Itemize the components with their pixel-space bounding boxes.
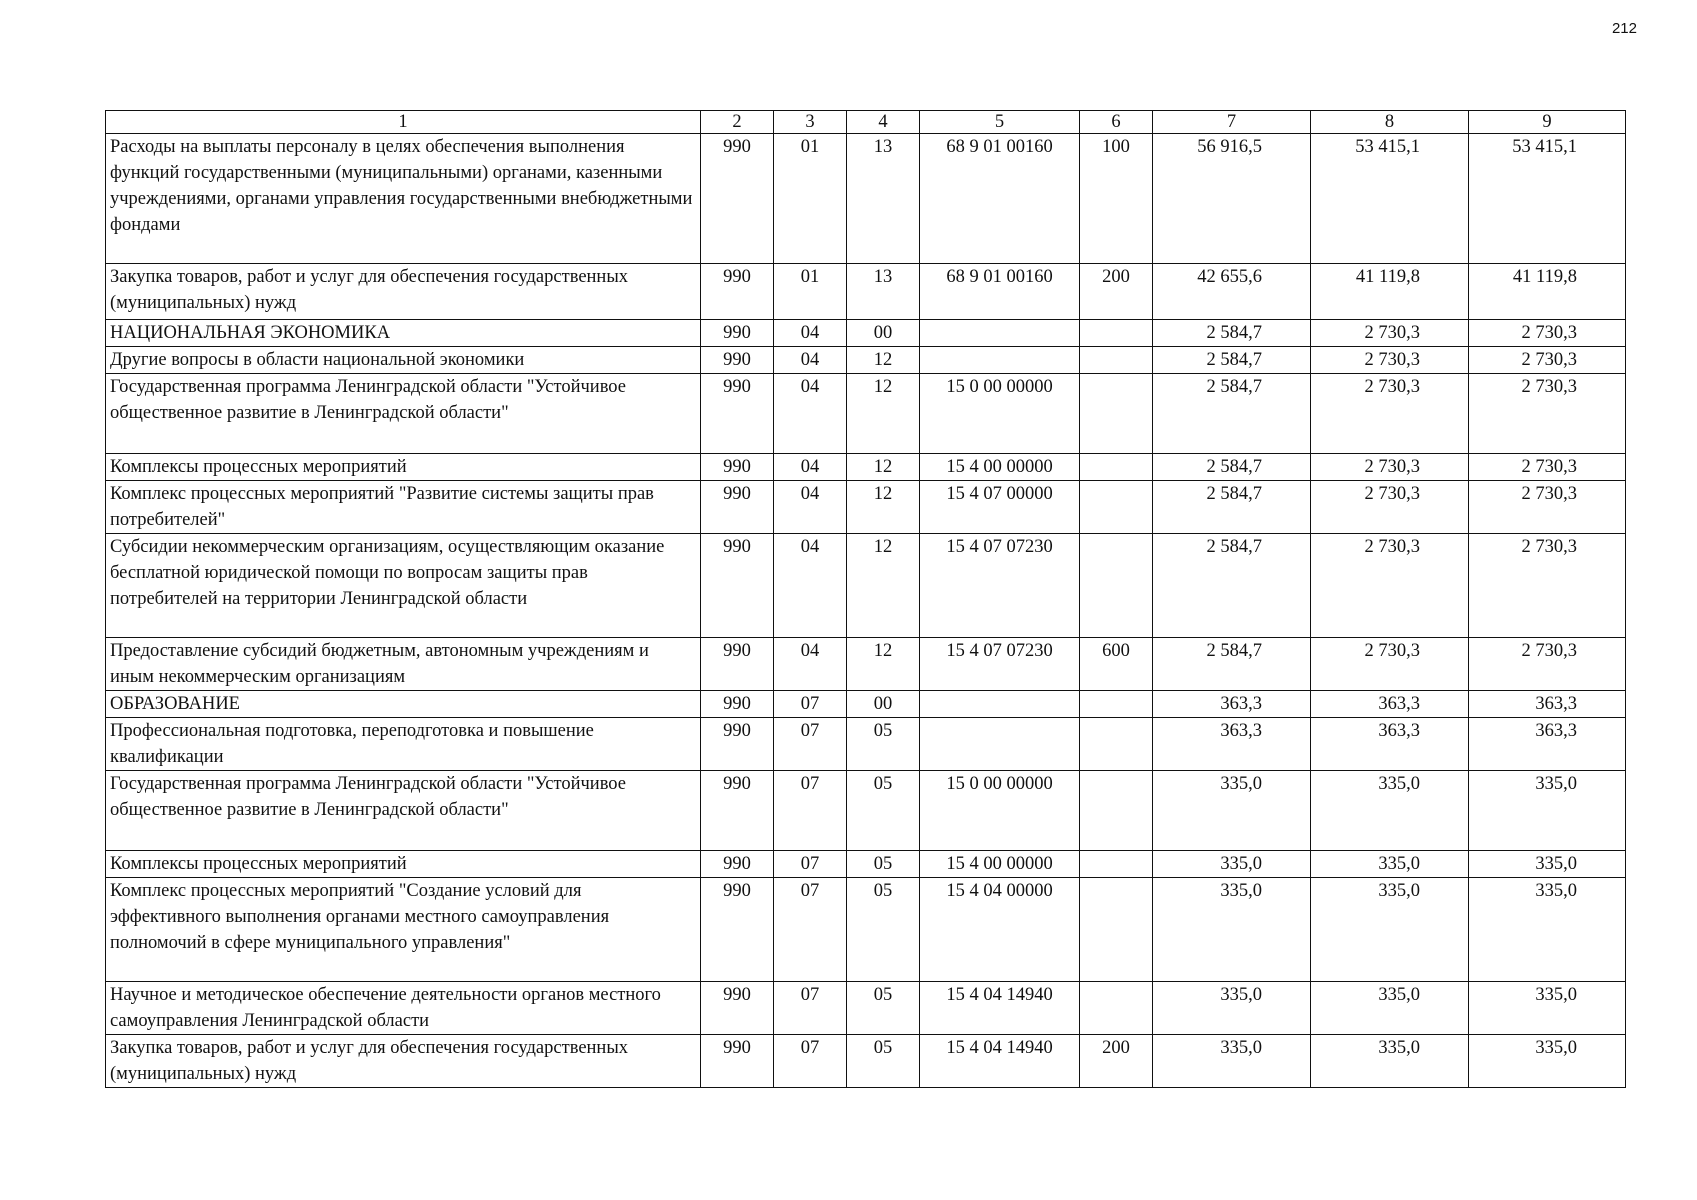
cell-target-article: 15 4 00 00000 bbox=[920, 454, 1080, 481]
cell-amount-year2: 2 730,3 bbox=[1311, 347, 1469, 374]
cell-gr-code: 990 bbox=[701, 454, 774, 481]
cell-amount-year2: 335,0 bbox=[1311, 878, 1469, 982]
table-row bbox=[106, 691, 1626, 718]
cell-expense-type: 100 bbox=[1080, 134, 1153, 264]
cell-item-name: Другие вопросы в области национальной экономики bbox=[106, 347, 701, 374]
cell-section: 01 bbox=[774, 134, 847, 264]
cell-amount-year1: 2 584,7 bbox=[1153, 374, 1311, 454]
cell-amount-year3: 363,3 bbox=[1469, 718, 1626, 771]
cell-amount-year2: 53 415,1 bbox=[1311, 134, 1469, 264]
cell-amount-year1: 335,0 bbox=[1153, 878, 1311, 982]
cell-subsection: 05 bbox=[847, 1035, 920, 1088]
cell-amount-year3: 2 730,3 bbox=[1469, 320, 1626, 347]
cell-gr-code: 990 bbox=[701, 481, 774, 534]
cell-amount-year2: 335,0 bbox=[1311, 982, 1469, 1035]
cell-item-name: Профессиональная подготовка, переподготовка и повышение квалификации bbox=[106, 718, 701, 771]
cell-subsection: 13 bbox=[847, 264, 920, 320]
cell-gr-code: 990 bbox=[701, 320, 774, 347]
cell-amount-year1: 363,3 bbox=[1153, 691, 1311, 718]
cell-amount-year2: 41 119,8 bbox=[1311, 264, 1469, 320]
cell-gr-code: 990 bbox=[701, 374, 774, 454]
cell-item-name: Государственная программа Ленинградской области "Устойчивое общественное развитие в Ленинградской области" bbox=[106, 374, 701, 454]
cell-amount-year2: 363,3 bbox=[1311, 718, 1469, 771]
table-row bbox=[106, 638, 1626, 691]
table-row bbox=[106, 134, 1626, 264]
cell-subsection: 05 bbox=[847, 771, 920, 851]
cell-expense-type bbox=[1080, 691, 1153, 718]
table-row bbox=[106, 320, 1626, 347]
table-row bbox=[106, 771, 1626, 851]
cell-gr-code: 990 bbox=[701, 771, 774, 851]
cell-section: 04 bbox=[774, 454, 847, 481]
cell-expense-type: 200 bbox=[1080, 264, 1153, 320]
cell-amount-year1: 335,0 bbox=[1153, 851, 1311, 878]
cell-subsection: 12 bbox=[847, 481, 920, 534]
cell-section: 07 bbox=[774, 851, 847, 878]
cell-subsection: 12 bbox=[847, 638, 920, 691]
cell-section: 07 bbox=[774, 771, 847, 851]
cell-subsection: 00 bbox=[847, 691, 920, 718]
cell-subsection: 00 bbox=[847, 320, 920, 347]
cell-amount-year3: 2 730,3 bbox=[1469, 481, 1626, 534]
column-header: 2 bbox=[701, 111, 774, 134]
cell-subsection: 05 bbox=[847, 982, 920, 1035]
cell-section: 07 bbox=[774, 691, 847, 718]
cell-item-name: Закупка товаров, работ и услуг для обеспечения государственных (муниципальных) нужд bbox=[106, 264, 701, 320]
cell-target-article bbox=[920, 718, 1080, 771]
cell-amount-year1: 335,0 bbox=[1153, 982, 1311, 1035]
cell-target-article bbox=[920, 691, 1080, 718]
cell-amount-year3: 335,0 bbox=[1469, 851, 1626, 878]
cell-amount-year1: 2 584,7 bbox=[1153, 534, 1311, 638]
cell-amount-year3: 2 730,3 bbox=[1469, 374, 1626, 454]
cell-item-name: Научное и методическое обеспечение деятельности органов местного самоуправления Ленинградской области bbox=[106, 982, 701, 1035]
cell-target-article: 15 4 04 14940 bbox=[920, 982, 1080, 1035]
table-row bbox=[106, 347, 1626, 374]
table-row bbox=[106, 878, 1626, 982]
cell-section: 04 bbox=[774, 320, 847, 347]
cell-amount-year1: 2 584,7 bbox=[1153, 347, 1311, 374]
cell-item-name: Комплексы процессных мероприятий bbox=[106, 454, 701, 481]
cell-amount-year1: 2 584,7 bbox=[1153, 638, 1311, 691]
cell-target-article: 15 0 00 00000 bbox=[920, 771, 1080, 851]
cell-amount-year1: 363,3 bbox=[1153, 718, 1311, 771]
cell-amount-year2: 363,3 bbox=[1311, 691, 1469, 718]
cell-amount-year3: 53 415,1 bbox=[1469, 134, 1626, 264]
cell-gr-code: 990 bbox=[701, 134, 774, 264]
cell-amount-year2: 2 730,3 bbox=[1311, 454, 1469, 481]
table-row bbox=[106, 374, 1626, 454]
cell-target-article: 15 4 00 00000 bbox=[920, 851, 1080, 878]
cell-section: 04 bbox=[774, 347, 847, 374]
cell-amount-year1: 56 916,5 bbox=[1153, 134, 1311, 264]
cell-target-article: 15 4 07 07230 bbox=[920, 638, 1080, 691]
cell-subsection: 05 bbox=[847, 718, 920, 771]
cell-item-name: Комплекс процессных мероприятий "Развитие системы защиты прав потребителей" bbox=[106, 481, 701, 534]
cell-amount-year2: 2 730,3 bbox=[1311, 534, 1469, 638]
cell-item-name: Закупка товаров, работ и услуг для обеспечения государственных (муниципальных) нужд bbox=[106, 1035, 701, 1088]
cell-item-name: НАЦИОНАЛЬНАЯ ЭКОНОМИКА bbox=[106, 320, 701, 347]
cell-amount-year3: 2 730,3 bbox=[1469, 534, 1626, 638]
column-header: 6 bbox=[1080, 111, 1153, 134]
cell-target-article: 15 4 07 07230 bbox=[920, 534, 1080, 638]
cell-subsection: 13 bbox=[847, 134, 920, 264]
cell-section: 07 bbox=[774, 878, 847, 982]
cell-amount-year2: 2 730,3 bbox=[1311, 320, 1469, 347]
table-header-row bbox=[106, 111, 1626, 134]
column-header: 4 bbox=[847, 111, 920, 134]
table-row bbox=[106, 1035, 1626, 1088]
cell-amount-year2: 2 730,3 bbox=[1311, 374, 1469, 454]
cell-amount-year1: 2 584,7 bbox=[1153, 454, 1311, 481]
cell-expense-type bbox=[1080, 878, 1153, 982]
cell-amount-year2: 2 730,3 bbox=[1311, 638, 1469, 691]
cell-gr-code: 990 bbox=[701, 638, 774, 691]
cell-section: 07 bbox=[774, 1035, 847, 1088]
cell-item-name: Расходы на выплаты персоналу в целях обеспечения выполнения функций государственными (муниципальными) органами, казенными учреждениями, органами управления государственными внебюджетными фондами bbox=[106, 134, 701, 264]
cell-amount-year1: 2 584,7 bbox=[1153, 481, 1311, 534]
cell-amount-year2: 335,0 bbox=[1311, 771, 1469, 851]
cell-expense-type: 600 bbox=[1080, 638, 1153, 691]
cell-amount-year1: 2 584,7 bbox=[1153, 320, 1311, 347]
cell-subsection: 05 bbox=[847, 851, 920, 878]
page-number: 212 bbox=[1611, 20, 1637, 37]
cell-amount-year3: 2 730,3 bbox=[1469, 454, 1626, 481]
cell-expense-type bbox=[1080, 771, 1153, 851]
cell-amount-year2: 2 730,3 bbox=[1311, 481, 1469, 534]
cell-gr-code: 990 bbox=[701, 347, 774, 374]
cell-item-name: Комплекс процессных мероприятий "Создание условий для эффективного выполнения органами местного самоуправления полномочий в сфере муниципального управления" bbox=[106, 878, 701, 982]
table-row bbox=[106, 264, 1626, 320]
cell-amount-year2: 335,0 bbox=[1311, 1035, 1469, 1088]
cell-gr-code: 990 bbox=[701, 534, 774, 638]
budget-table bbox=[105, 110, 1626, 1088]
cell-section: 04 bbox=[774, 481, 847, 534]
cell-item-name: Субсидии некоммерческим организациям, осуществляющим оказание бесплатной юридической помощи по вопросам защиты прав потребителей на территории Ленинградской области bbox=[106, 534, 701, 638]
cell-amount-year3: 335,0 bbox=[1469, 1035, 1626, 1088]
cell-target-article: 15 4 04 14940 bbox=[920, 1035, 1080, 1088]
cell-target-article: 15 4 07 00000 bbox=[920, 481, 1080, 534]
cell-item-name: Государственная программа Ленинградской области "Устойчивое общественное развитие в Ленинградской области" bbox=[106, 771, 701, 851]
cell-target-article: 15 0 00 00000 bbox=[920, 374, 1080, 454]
cell-item-name: Предоставление субсидий бюджетным, автономным учреждениям и иным некоммерческим организациям bbox=[106, 638, 701, 691]
cell-section: 07 bbox=[774, 982, 847, 1035]
cell-subsection: 12 bbox=[847, 454, 920, 481]
column-header: 7 bbox=[1153, 111, 1311, 134]
cell-expense-type bbox=[1080, 481, 1153, 534]
table-row bbox=[106, 454, 1626, 481]
cell-amount-year3: 2 730,3 bbox=[1469, 347, 1626, 374]
table-row bbox=[106, 982, 1626, 1035]
cell-subsection: 12 bbox=[847, 347, 920, 374]
cell-section: 04 bbox=[774, 638, 847, 691]
cell-subsection: 12 bbox=[847, 534, 920, 638]
cell-target-article bbox=[920, 320, 1080, 347]
cell-subsection: 05 bbox=[847, 878, 920, 982]
cell-target-article: 15 4 04 00000 bbox=[920, 878, 1080, 982]
cell-expense-type bbox=[1080, 320, 1153, 347]
cell-amount-year3: 41 119,8 bbox=[1469, 264, 1626, 320]
cell-target-article: 68 9 01 00160 bbox=[920, 264, 1080, 320]
cell-item-name: ОБРАЗОВАНИЕ bbox=[106, 691, 701, 718]
cell-expense-type bbox=[1080, 534, 1153, 638]
cell-amount-year1: 42 655,6 bbox=[1153, 264, 1311, 320]
cell-item-name: Комплексы процессных мероприятий bbox=[106, 851, 701, 878]
cell-gr-code: 990 bbox=[701, 851, 774, 878]
table-body bbox=[106, 111, 1626, 1088]
column-header: 9 bbox=[1469, 111, 1626, 134]
cell-expense-type bbox=[1080, 347, 1153, 374]
column-header: 3 bbox=[774, 111, 847, 134]
cell-expense-type: 200 bbox=[1080, 1035, 1153, 1088]
cell-gr-code: 990 bbox=[701, 718, 774, 771]
table-row bbox=[106, 534, 1626, 638]
column-header: 1 bbox=[106, 111, 701, 134]
cell-amount-year3: 335,0 bbox=[1469, 982, 1626, 1035]
table-row bbox=[106, 851, 1626, 878]
cell-section: 07 bbox=[774, 718, 847, 771]
cell-expense-type bbox=[1080, 374, 1153, 454]
column-header: 8 bbox=[1311, 111, 1469, 134]
table-row bbox=[106, 718, 1626, 771]
cell-target-article: 68 9 01 00160 bbox=[920, 134, 1080, 264]
cell-section: 01 bbox=[774, 264, 847, 320]
cell-expense-type bbox=[1080, 982, 1153, 1035]
cell-subsection: 12 bbox=[847, 374, 920, 454]
table-row bbox=[106, 481, 1626, 534]
cell-expense-type bbox=[1080, 718, 1153, 771]
cell-expense-type bbox=[1080, 851, 1153, 878]
cell-amount-year1: 335,0 bbox=[1153, 1035, 1311, 1088]
cell-amount-year3: 335,0 bbox=[1469, 878, 1626, 982]
cell-expense-type bbox=[1080, 454, 1153, 481]
cell-amount-year3: 335,0 bbox=[1469, 771, 1626, 851]
column-header: 5 bbox=[920, 111, 1080, 134]
cell-gr-code: 990 bbox=[701, 982, 774, 1035]
cell-gr-code: 990 bbox=[701, 878, 774, 982]
cell-gr-code: 990 bbox=[701, 1035, 774, 1088]
cell-gr-code: 990 bbox=[701, 264, 774, 320]
cell-section: 04 bbox=[774, 374, 847, 454]
cell-amount-year3: 363,3 bbox=[1469, 691, 1626, 718]
cell-gr-code: 990 bbox=[701, 691, 774, 718]
cell-amount-year2: 335,0 bbox=[1311, 851, 1469, 878]
cell-section: 04 bbox=[774, 534, 847, 638]
cell-target-article bbox=[920, 347, 1080, 374]
cell-amount-year3: 2 730,3 bbox=[1469, 638, 1626, 691]
cell-amount-year1: 335,0 bbox=[1153, 771, 1311, 851]
